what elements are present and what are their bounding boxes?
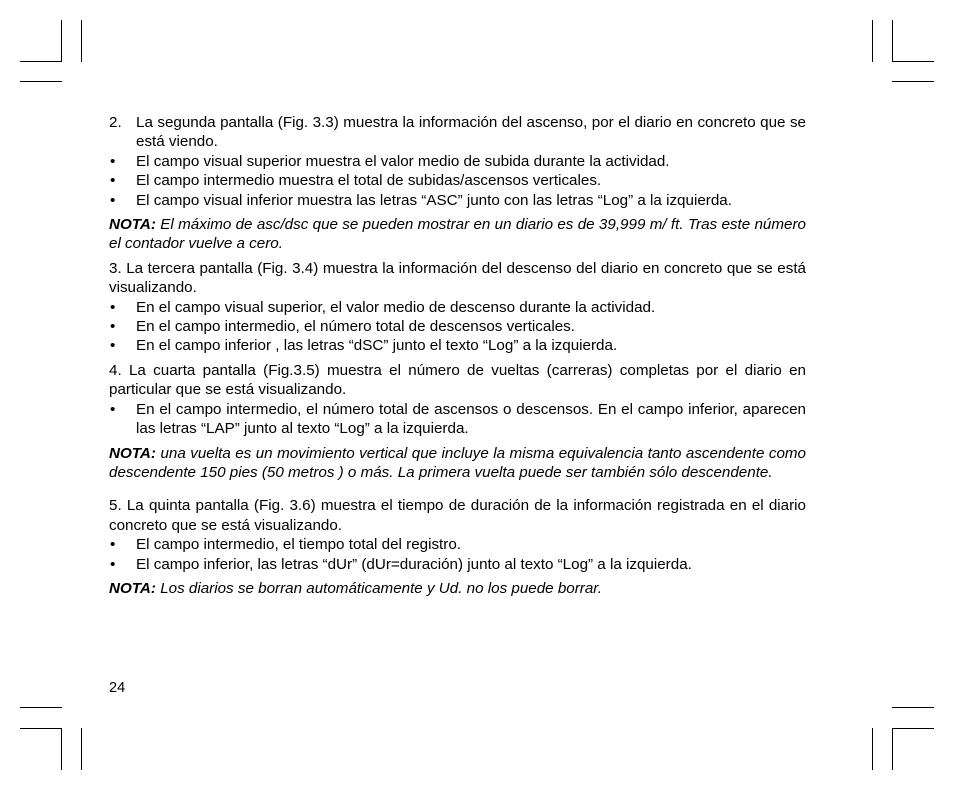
note-text: una vuelta es un movimiento vertical que incluye la misma equivalencia tanto ascendente como descendente 150 pies (50 metros ) o más. La primera vuelta puede ser también sólo descendente. (109, 444, 806, 481)
item-text: La segunda pantalla (Fig. 3.3) muestra la información del ascenso, por el diario en concreto que se está viendo. (136, 114, 806, 151)
note-label: NOTA: (109, 444, 156, 462)
bullet-icon: • (110, 152, 116, 170)
page-body (109, 113, 806, 598)
bullet-text: El campo intermedio, el tiempo total del registro. (136, 536, 461, 554)
bullet-icon: • (110, 191, 116, 209)
bullet-item (109, 400, 806, 439)
bullet-item (109, 191, 806, 210)
crop-mark (20, 61, 62, 62)
crop-mark (20, 707, 62, 708)
bullet-text: En el campo intermedio, el número total de descensos verticales. (136, 318, 575, 336)
bullet-item (109, 317, 806, 336)
paragraph-4: 4. La cuarta pantalla (Fig.3.5) muestra el número de vueltas (carreras) completas por el diario en particular que se está visualizando. (109, 361, 806, 399)
bullet-icon: • (110, 536, 116, 554)
bullet-item (109, 555, 806, 574)
crop-mark (872, 20, 873, 62)
bullet-text: El campo visual inferior muestra las letras “ASC” junto con las letras “Log” a la izquierda. (136, 191, 732, 209)
note-text: Los diarios se borran automáticamente y Ud. no los puede borrar. (160, 579, 603, 597)
bullet-item (109, 336, 806, 355)
crop-mark (20, 81, 62, 82)
crop-mark (892, 728, 934, 729)
crop-mark (892, 20, 893, 62)
note-label: NOTA: (109, 216, 156, 234)
note-2 (109, 444, 806, 483)
bullet-text: En el campo inferior , las letras “dSC” junto el texto “Log” a la izquierda. (136, 337, 618, 355)
paragraph-3: 3. La tercera pantalla (Fig. 3.4) muestra la información del descenso del diario en concreto que se está visualizando. (109, 259, 806, 297)
bullet-icon: • (110, 172, 116, 190)
crop-mark (81, 728, 82, 770)
bullet-icon: • (110, 555, 116, 573)
bullet-text: En el campo intermedio, el número total de ascensos o descensos. En el campo inferior, aparecen las letras “LAP” junto al texto “Log” a la izquierda. (136, 400, 806, 438)
bullet-item (109, 171, 806, 190)
crop-mark (20, 728, 62, 729)
bullet-icon: • (110, 337, 116, 355)
bullet-text: El campo intermedio muestra el total de subidas/ascensos verticales. (136, 172, 602, 190)
crop-mark (892, 728, 893, 770)
note-label: NOTA: (109, 579, 156, 597)
numbered-item-2 (109, 113, 806, 152)
bullet-text: En el campo visual superior, el valor medio de descenso durante la actividad. (136, 298, 656, 316)
bullet-icon: • (110, 318, 116, 336)
crop-mark (872, 728, 873, 770)
bullet-item (109, 535, 806, 554)
bullet-item (109, 152, 806, 171)
crop-mark (61, 728, 62, 770)
note-1 (109, 215, 806, 254)
crop-mark (892, 81, 934, 82)
bullet-text: El campo visual superior muestra el valor medio de subida durante la actividad. (136, 152, 670, 170)
item-number: 2. (109, 114, 122, 131)
bullet-icon: • (110, 298, 116, 316)
crop-mark (81, 20, 82, 62)
note-text: El máximo de asc/dsc que se pueden mostrar en un diario es de 39,999 m/ ft. Tras este número el contador vuelve a cero. (109, 216, 806, 253)
note-3 (109, 579, 806, 598)
paragraph-5: 5. La quinta pantalla (Fig. 3.6) muestra el tiempo de duración de la información registrada en el diario concreto que se está visualizando. (109, 497, 806, 534)
crop-mark (892, 707, 934, 708)
bullet-item (109, 298, 806, 317)
bullet-icon: • (110, 400, 116, 418)
crop-mark (892, 61, 934, 62)
page-number: 24 (109, 680, 126, 696)
bullet-text: El campo inferior, las letras “dUr” (dUr=duración) junto al texto “Log” a la izquierda. (136, 555, 692, 573)
crop-mark (61, 20, 62, 62)
